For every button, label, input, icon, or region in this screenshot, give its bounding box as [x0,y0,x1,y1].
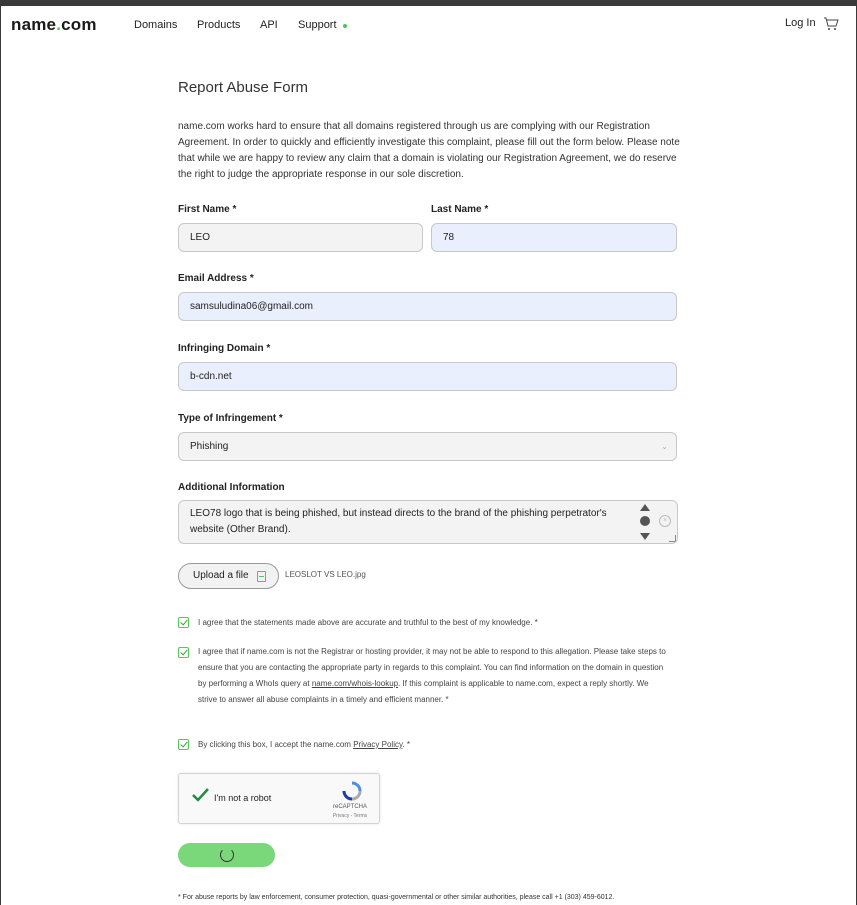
agree-accuracy-checkbox[interactable] [178,617,189,628]
email-label: Email Address * [178,273,254,284]
privacy-policy-link[interactable]: Privacy Policy [353,740,403,749]
email-field[interactable]: samsuludina06@gmail.com [178,292,677,321]
first-name-field[interactable]: LEO [178,223,423,252]
agree-registrar-text-pre: I agree that if name.com is not the Registrar or hosting provider, it may not be able to respond to this allegation. Please take steps to ensure that you are contacting the appropriate party in regards to this complaint. You can find information on the domain in question by performing a WhoIs query at [198,647,666,688]
agree-privacy-checkbox[interactable] [178,739,189,750]
last-name-field[interactable]: 78 [431,223,677,252]
upload-file-button[interactable] [178,563,279,589]
captcha-brand: reCAPTCHA [332,804,367,810]
intro-text: name.com works hard to ensure that all domains registered through us are complying with our Registration Agreement. In order to quickly and efficiently investigate this complaint, please fill out the form below. Please note that while we are happy to review any claim that a domain is violating our Registration Agreement, we do reserve the right to judge the appropriate response in our sole discretion. [178,121,680,180]
scroll-up-icon[interactable] [640,504,650,511]
additional-info-text: LEO78 logo that is being phished, but instead directs to the brand of the phishing perpetrator's website (Other Brand). [190,508,607,535]
logo-main: name [11,15,57,34]
nav-api[interactable]: API [260,19,278,31]
additional-info-textarea[interactable] [178,500,678,544]
recaptcha-logo-icon [342,781,362,801]
agree-accuracy-text: I agree that the statements made above are accurate and truthful to the best of my knowledge. * [198,618,538,627]
footnote: * For abuse reports by law enforcement, consumer protection, quasi-governmental or other similar authorities, please call +1 (303) 459-6012. [178,894,615,901]
chevron-down-icon: ⌄ [661,442,668,451]
infringement-type-value: Phishing [190,441,229,452]
scroll-down-icon[interactable] [640,533,650,540]
uploaded-file-name: LEOSLOT VS LEO.jpg [285,570,366,579]
type-label: Type of Infringement * [178,413,283,424]
agree-privacy-text-post: . * [402,740,410,749]
nav-products[interactable]: Products [197,19,241,31]
page-title: Report Abuse Form [178,79,309,96]
info-label: Additional Information [178,482,285,493]
whois-lookup-link[interactable]: name.com/whois-lookup [311,679,399,688]
submit-button[interactable] [178,843,275,867]
checkmark-icon[interactable] [191,786,209,804]
logo[interactable] [11,15,97,35]
scroll-thumb[interactable] [640,516,650,526]
last-name-label: Last Name * [431,204,489,215]
file-upload-icon [257,571,266,582]
cart-icon[interactable] [823,17,839,31]
agree-registrar-text-post: . If this complaint is applicable to name.com, expect a reply shortly. We strive to answer all abuse complaints in a timely and efficient manner. * [198,679,649,704]
agree-privacy-text [198,737,668,753]
captcha-label: I'm not a robot [214,793,272,803]
logo-dot: . [56,15,62,34]
agree-privacy-text-pre: By clicking this box, I accept the name.com [198,740,354,749]
captcha-links[interactable]: Privacy - Terms [332,813,368,819]
domain-label: Infringing Domain * [178,343,271,354]
first-name-label: First Name * [178,204,237,215]
nav-support[interactable]: Support [298,19,337,31]
loading-spinner-icon [220,848,234,862]
nav-domains[interactable]: Domains [134,19,178,31]
support-status-dot [343,24,347,28]
login-link[interactable]: Log In [785,17,816,29]
resize-handle-icon[interactable] [669,535,676,542]
infringement-type-select[interactable] [178,432,677,461]
agree-registrar-checkbox[interactable] [178,647,189,658]
upload-label: Upload a file [193,570,249,581]
infringing-domain-field[interactable]: b-cdn.net [178,362,677,391]
agree-registrar-text [198,644,668,708]
logo-tld: com [61,15,97,34]
recaptcha-widget[interactable] [178,773,380,824]
page [1,6,856,905]
textarea-scrollbar[interactable] [639,503,650,541]
clear-icon[interactable]: × [659,515,671,527]
